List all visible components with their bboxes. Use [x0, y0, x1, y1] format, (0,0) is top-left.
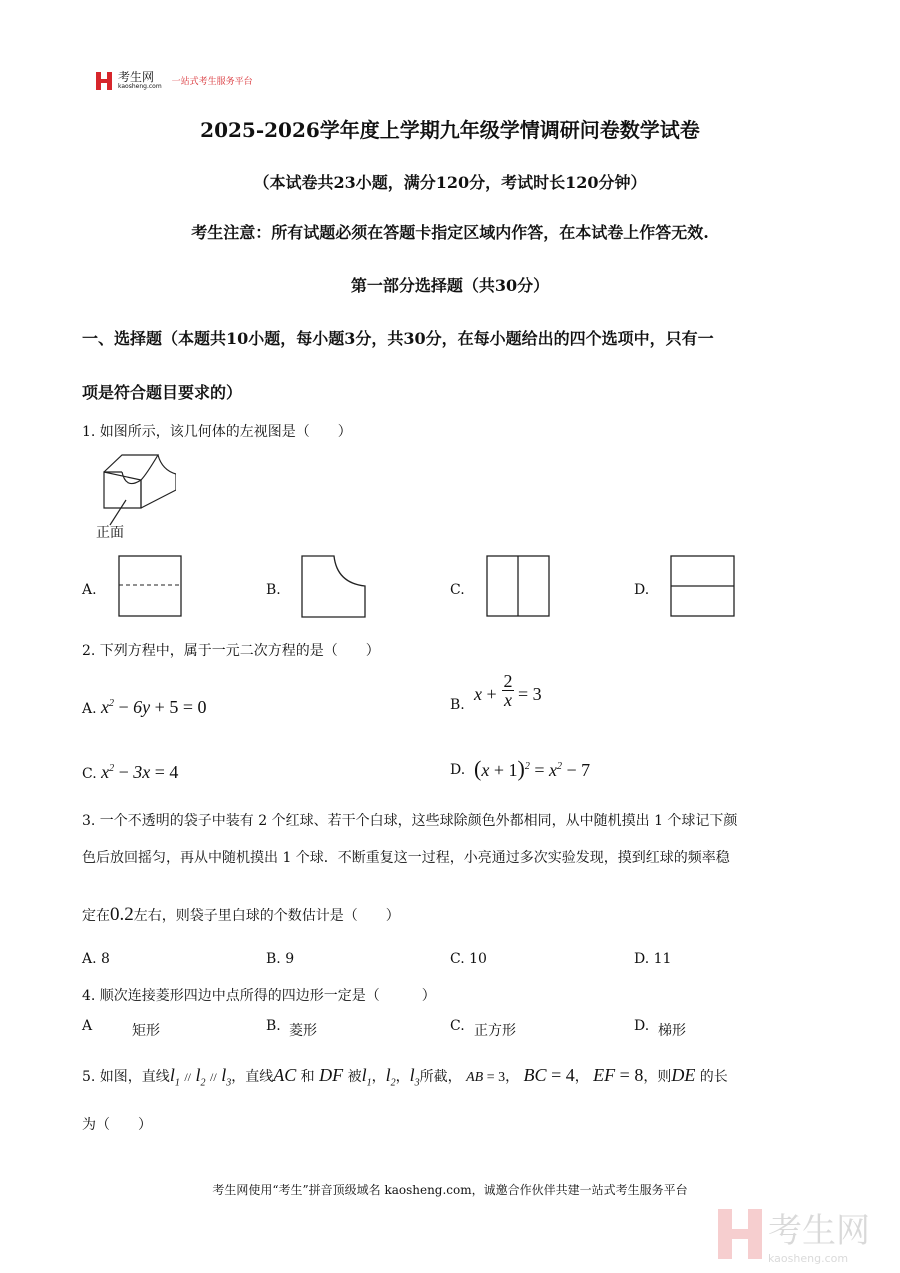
q1-option-d-figure — [670, 555, 736, 618]
q5-bc: BC = 4 — [523, 1065, 575, 1085]
q3-line2: 色后放回摇匀，再从中随机摸出 1 个球．不断重复这一过程，小亮通过多次实验发现，摸到红球的频率稳 — [82, 850, 730, 866]
q2-stem: 2. 下列方程中，属于一元二次方程的是（ ） — [82, 643, 380, 659]
q5-pre: 5. 如图，直线 — [82, 1069, 170, 1085]
q3-value: 0.2 — [110, 904, 134, 925]
q4-stem: 4. 顺次连接菱形四边中点所得的四边形一定是（ ） — [82, 988, 436, 1004]
q2-a-formula: $x^2 - 6y + 5 = 0$ — [101, 697, 207, 717]
q1-option-d[interactable]: D. — [634, 582, 650, 598]
q3-option-b[interactable]: B. 9 — [266, 951, 295, 967]
q2-d-label: D. — [450, 762, 466, 778]
q5-sep: ， — [371, 1069, 386, 1085]
q2-c-formula: $x^2 - 3x = 4$ — [101, 762, 179, 782]
q3-option-d[interactable]: D. 11 — [634, 951, 672, 967]
q3-option-c[interactable]: C. 10 — [450, 951, 487, 967]
q5-l2: $l_2$ — [385, 1065, 396, 1089]
q2-b-rhs: = 3 — [518, 684, 542, 704]
q1-solid-figure — [96, 450, 176, 530]
q5-df: DF — [319, 1065, 344, 1085]
q4-option-a-key[interactable]: A — [82, 1018, 93, 1034]
q2-option-a[interactable] — [82, 697, 206, 718]
q5-l3: $l_3$ — [409, 1065, 420, 1089]
q2-d-formula: $(x + 1)^2 = x^2 - 7$ — [474, 756, 591, 781]
q1-option-a-figure — [118, 555, 183, 618]
q1-option-c-figure — [486, 555, 550, 618]
logo-domain: kaosheng.com — [118, 83, 162, 90]
q1-option-b[interactable]: B. — [266, 582, 281, 598]
q4-option-b[interactable]: 菱形 — [289, 1023, 317, 1039]
q5-line2: 为（ ） — [82, 1117, 152, 1133]
section-heading: 一、选择题（本题共10小题，每小题3分，共30分，在每小题给出的四个选项中，只有一 — [82, 329, 714, 348]
page-footer: 考生网使用“考生”拼音顶级域名 kaosheng.com，诚邀合作伙伴共建一站式考生服务平台 — [212, 1183, 688, 1197]
q1-option-b-figure — [301, 555, 367, 618]
q5-ab: AB = 3 — [466, 1070, 506, 1085]
q5-tail: 的长 — [699, 1069, 728, 1085]
q5-ef: EF = 8 — [593, 1065, 644, 1085]
q5-de: DE — [671, 1065, 696, 1085]
header-slogan: 一站式考生服务平台 — [171, 77, 253, 87]
q5-and: 和 — [300, 1069, 315, 1085]
q5-l1: $l_1$ — [361, 1065, 372, 1089]
q2-a-label: A. — [82, 701, 97, 717]
q5-mid: ，直线 — [231, 1069, 274, 1085]
q3-line1: 3. 一个不透明的袋子中装有 2 个红球、若干个白球，这些球除颜色外都相同，从中随机摸出 1 个球记下颜 — [82, 813, 738, 829]
q3-line3 — [82, 904, 400, 926]
q5-sep: ， — [505, 1069, 520, 1085]
logo-name: 考生网 — [118, 70, 155, 84]
q1-stem: 1. 如图所示，该几何体的左视图是（ ） — [82, 424, 352, 440]
watermark-mark-icon — [718, 1209, 762, 1259]
q5-ac: AC — [273, 1065, 297, 1085]
exam-title: 2025-2026学年度上学期九年级学情调研问卷数学试卷 — [200, 118, 700, 142]
watermark-text: 考生网 kaosheng.com — [768, 1211, 870, 1265]
q2-option-d[interactable] — [450, 762, 465, 778]
q4-option-b-key[interactable]: B. — [266, 1018, 281, 1034]
q4-option-c[interactable]: 正方形 — [474, 1023, 516, 1039]
q5-then: ，则 — [643, 1069, 672, 1085]
q4-option-c-key[interactable]: C. — [450, 1018, 465, 1034]
q5-line1 — [82, 1060, 728, 1099]
q3-line3-a: 定在 — [82, 908, 110, 924]
q4-option-d[interactable]: 梯形 — [658, 1023, 686, 1039]
q2-b-fraction: 2 x — [503, 671, 513, 710]
q5-sep: ， — [395, 1069, 410, 1085]
q2-option-c[interactable] — [82, 762, 178, 783]
exam-notice: 考生注意：所有试题必须在答题卡指定区域内作答，在本试卷上作答无效. — [191, 223, 709, 242]
q5-sep: ， — [574, 1069, 589, 1085]
q2-b-label: B. — [450, 697, 465, 713]
q5-parallel-lines: $l_1 // l_2 // l_3$ — [169, 1065, 232, 1089]
q3-line3-b: 左右，则袋子里白球的个数估计是（ ） — [133, 908, 400, 924]
q1-option-c[interactable]: C. — [450, 582, 465, 598]
q2-option-b[interactable] — [450, 697, 465, 713]
watermark-logo — [718, 1203, 870, 1265]
q5-cut: 所截， — [419, 1069, 462, 1085]
q1-figure-label: 正面 — [96, 525, 124, 541]
q2-c-label: C. — [82, 766, 97, 782]
part-heading: 第一部分选择题（共30分） — [350, 276, 550, 295]
q4-option-a[interactable]: 矩形 — [132, 1023, 160, 1039]
logo-mark-icon — [96, 72, 112, 90]
q1-option-a[interactable]: A. — [82, 582, 97, 598]
q2-b-formula: x + — [474, 684, 497, 704]
section-heading-cont: 项是符合题目要求的） — [82, 383, 243, 402]
header-logo — [96, 71, 253, 90]
q4-option-d-key[interactable]: D. — [634, 1018, 650, 1034]
q5-by: 被 — [347, 1069, 362, 1085]
exam-subtitle: （本试卷共23小题，满分120分，考试时长120分钟） — [253, 173, 647, 192]
q3-option-a[interactable]: A. 8 — [82, 951, 110, 967]
